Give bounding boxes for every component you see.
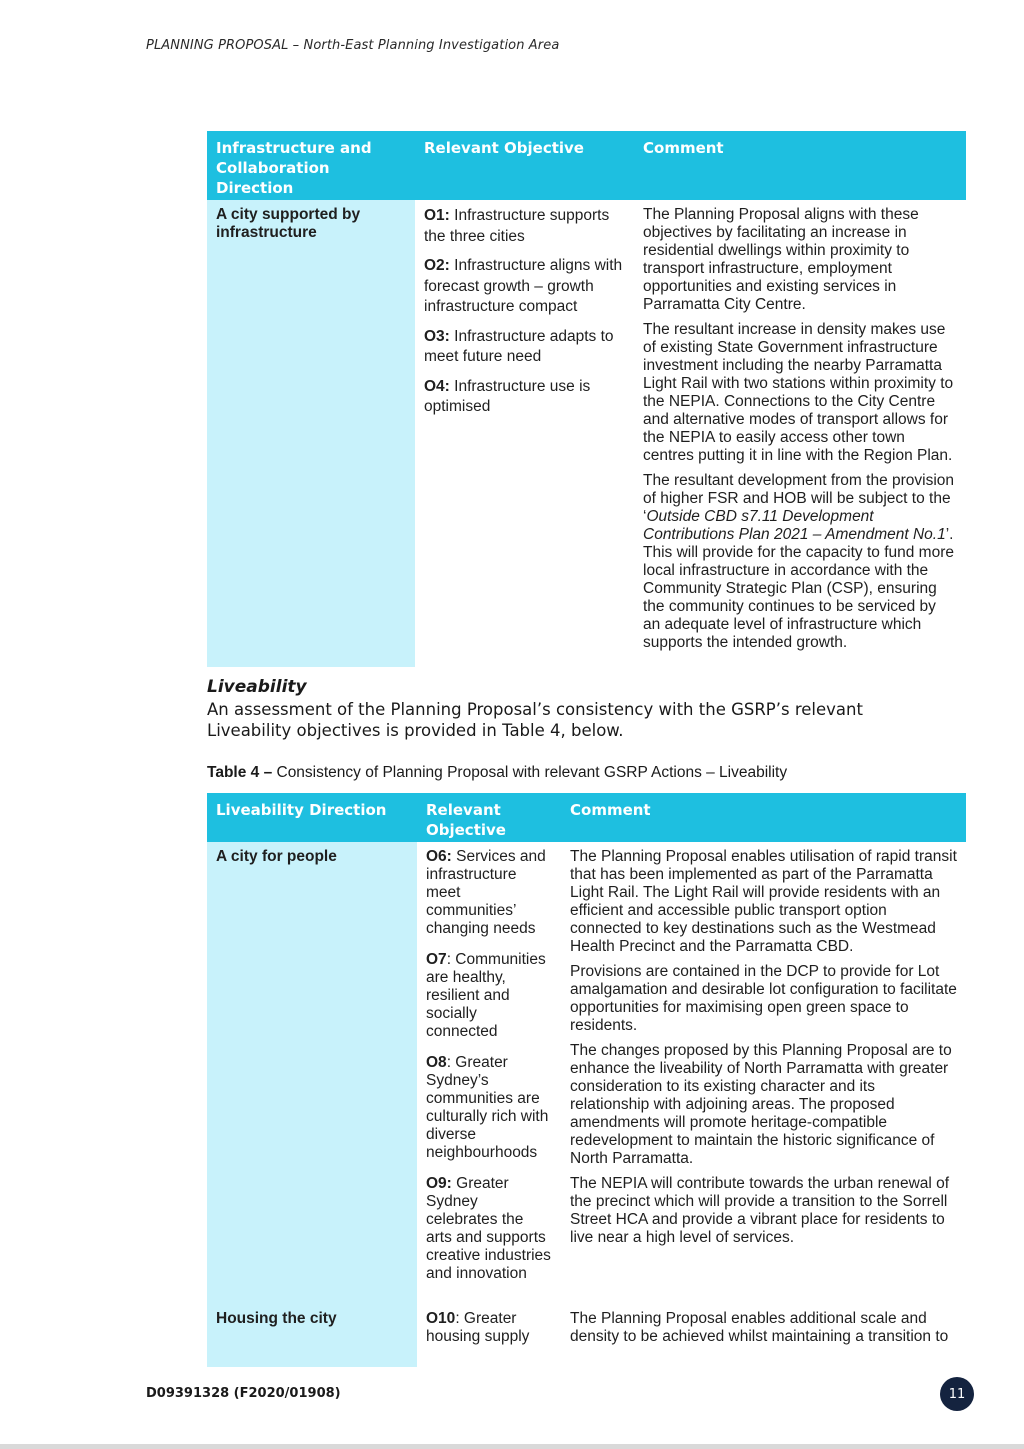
comment-paragraph: [643, 472, 957, 652]
document-reference: D09391328 (F2020/01908): [146, 1386, 341, 1401]
objective-text: Infrastructure adapts to meet future need: [424, 327, 614, 365]
contributions-plan-title: Outside CBD s7.11 Development Contributions Plan 2021 – Amendment No.1: [643, 508, 946, 543]
objective-code: O10: [426, 1310, 456, 1327]
comment-text: The resultant development from the provision of higher FSR and HOB will be subject to the ‘: [643, 472, 955, 525]
table1-header-objective: Relevant Objective: [415, 131, 634, 200]
page-bottom-divider: [0, 1444, 1024, 1449]
objective-code: O8: [426, 1054, 447, 1071]
comment-text: ’. This will provide for the capacity to fund more local infrastructure in accordance with the Community Strategic Plan (CSP), ensuring the community continues to be serviced by an adequate level of infrastructure which supports the intended growth.: [643, 526, 954, 651]
caption-text: Consistency of Planning Proposal with relevant GSRP Actions – Liveability: [272, 764, 788, 781]
objective-item: [426, 1310, 552, 1346]
table2-header-direction: Liveability Direction: [207, 793, 417, 842]
comment-cell: [561, 1304, 966, 1367]
liveability-intro: An assessment of the Planning Proposal’s consistency with the GSRP’s relevant Liveability objectives is provided in Table 4, below.: [207, 700, 863, 740]
comment-paragraph: The Planning Proposal enables utilisation of rapid transit that has been implemented as part of the Parramatta Light Rail. The Light Rail will provide residents with an efficient and accessible public transport option connected to key destinations such as the Westmead Health Precinct and the Parramatta CBD.: [570, 848, 957, 955]
objective-item: [426, 848, 552, 938]
objective-text: Infrastructure use is optimised: [424, 377, 591, 415]
table2-header-comment: Comment: [561, 793, 966, 842]
objective-code: O2:: [424, 257, 450, 274]
liveability-table: [207, 793, 966, 1367]
comment-paragraph: The resultant increase in density makes use of existing State Government infrastructure investment including the nearby Parramatta Light Rail with two stations within proximity to the NEPIA. Connections to the City Centre and alternative modes of transport allows for the NEPIA to easily access other town centres putting it in line with the Region Plan.: [643, 321, 954, 464]
objective-item: [424, 327, 625, 368]
comment-paragraph: The Planning Proposal aligns with these objectives by facilitating an increase in residential dwellings within proximity to transport infrastructure, employment opportunities and existing services in Parramatta City Centre.: [643, 206, 919, 313]
objective-item: [424, 256, 625, 318]
comment-paragraph: The Planning Proposal enables additional scale and density to be achieved whilst maintaining a transition to: [570, 1310, 949, 1345]
direction-cell: A city for people: [207, 842, 417, 1304]
objective-code: O1:: [424, 207, 450, 224]
objectives-cell: [415, 200, 634, 667]
comment-cell: [634, 200, 966, 667]
page-number-badge: 11: [940, 1377, 974, 1411]
objective-code: O3:: [424, 327, 450, 345]
objective-item: [424, 377, 625, 418]
comment-paragraph: The changes proposed by this Planning Proposal are to enhance the liveability of North Parramatta with greater consideration to its existing character and its relationship with adjoining areas. The proposed amendments will promote heritage-compatible redevelopment to maintain the historic significance of North Parramatta.: [570, 1042, 952, 1167]
objective-code: O6:: [426, 848, 452, 865]
comment-cell: [561, 842, 966, 1304]
objective-text: Infrastructure aligns with forecast growth – growth infrastructure compact: [424, 257, 623, 315]
table1-header-comment: Comment: [634, 131, 966, 200]
direction-cell: Housing the city: [207, 1304, 417, 1367]
table-row: [207, 1304, 966, 1367]
objectives-cell: [417, 1304, 561, 1367]
table4-caption: [207, 764, 787, 782]
table1-header-direction: Infrastructure and Collaboration Direction: [207, 131, 415, 200]
objective-text: : Greater Sydney’s communities are culturally rich with diverse neighbourhoods: [426, 1054, 549, 1161]
table2-header-objective: Relevant Objective: [417, 793, 561, 842]
objective-code: O9:: [426, 1175, 452, 1192]
comment-paragraph: The NEPIA will contribute towards the urban renewal of the precinct which will provide a transition to the Sorrell Street HCA and provide a vibrant place for residents to live near a high level of services.: [570, 1175, 950, 1246]
objective-item: [424, 206, 625, 247]
infrastructure-table: [207, 131, 966, 667]
objective-item: [426, 1054, 552, 1162]
objective-text: Infrastructure supports the three cities: [424, 207, 610, 245]
table-row: [207, 200, 966, 667]
objective-code: O7: [426, 951, 447, 968]
comment-paragraph: Provisions are contained in the DCP to provide for Lot amalgamation and desirable lot configuration to facilitate opportunities for maximising open green space to residents.: [570, 963, 957, 1034]
objective-item: [426, 1175, 552, 1283]
objectives-cell: [417, 842, 561, 1304]
objective-text: Services and infrastructure meet communities’ changing needs: [426, 848, 546, 937]
liveability-heading: Liveability: [207, 677, 307, 697]
objective-text: Greater Sydney celebrates the arts and supports creative industries and innovation: [426, 1175, 551, 1282]
objective-item: [426, 951, 552, 1041]
running-header: PLANNING PROPOSAL – North-East Planning Investigation Area: [146, 38, 560, 53]
objective-code: O4:: [424, 377, 450, 395]
direction-cell: A city supported by infrastructure: [207, 200, 415, 667]
objective-text: : Communities are healthy, resilient and socially connected: [426, 951, 546, 1040]
caption-label: Table 4 –: [207, 764, 273, 781]
table-row: [207, 842, 966, 1304]
objective-text: : Greater housing supply: [426, 1310, 530, 1345]
